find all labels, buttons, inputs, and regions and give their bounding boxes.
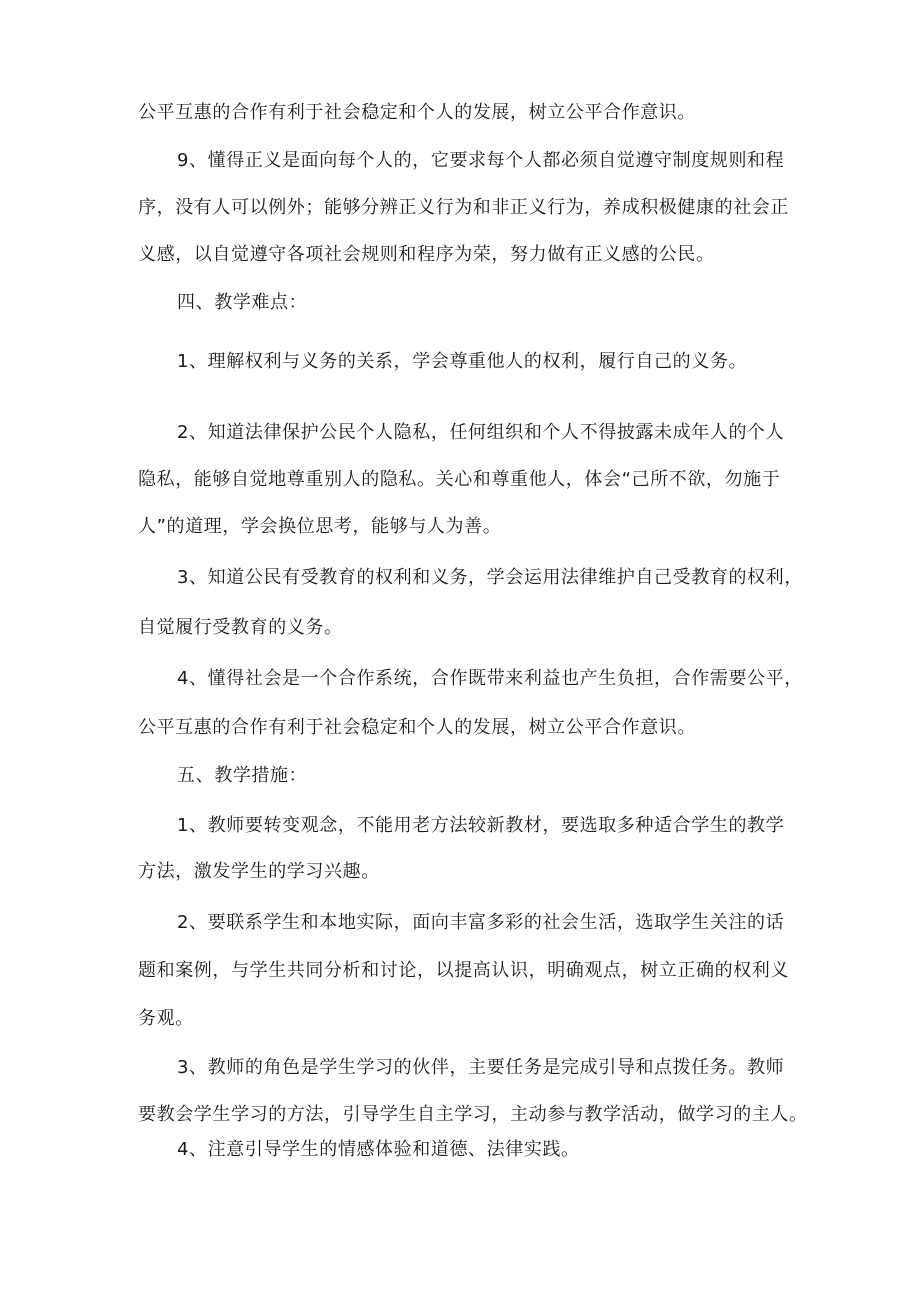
text-line: 1、理解权利与义务的关系，学会尊重他人的权利，履行自己的义务。 [177, 351, 748, 372]
text-line: 公平互惠的合作有利于社会稳定和个人的发展，树立公平合作意识。 [138, 717, 696, 738]
text-line: 3、知道公民有受教育的权利和义务，学会运用法律维护自己受教育的权利， [177, 567, 803, 588]
text-line: 义感，以自觉遵守各项社会规则和程序为荣，努力做有正义感的公民。 [138, 244, 715, 265]
text-line: 公平互惠的合作有利于社会稳定和个人的发展，树立公平合作意识。 [138, 102, 696, 123]
text-line: 要教会学生学习的方法，引导学生自主学习，主动参与教学活动，做学习的主人。 [138, 1104, 808, 1125]
text-line: 3、教师的角色是学生学习的伙伴，主要任务是完成引导和点拨任务。教师 [177, 1057, 785, 1078]
text-line: 9、懂得正义是面向每个人的，它要求每个人都必须自觉遵守制度规则和程 [177, 150, 785, 171]
text-line: 2、知道法律保护公民个人隐私，任何组织和个人不得披露未成年人的个人 [177, 422, 785, 443]
text-line: 4、懂得社会是一个合作系统，合作既带来利益也产生负担，合作需要公平， [177, 668, 803, 689]
text-line: 方法，激发学生的学习兴趣。 [138, 861, 380, 882]
text-line: 4、注意引导学生的情感体验和道德、法律实践。 [177, 1139, 580, 1160]
text-line: 1、教师要转变观念，不能用老方法较新教材，要选取多种适合学生的教学 [177, 815, 785, 836]
section-heading: 四、教学难点： [177, 292, 308, 313]
text-line: 序，没有人可以例外；能够分辨正义行为和非正义行为，养成积极健康的社会正 [138, 197, 789, 218]
section-heading: 五、教学措施： [177, 765, 308, 786]
text-line: 2、要联系学生和本地实际，面向丰富多彩的社会生活，选取学生关注的话 [177, 912, 785, 933]
text-line: 务观。 [138, 1008, 194, 1029]
text-line: 题和案例，与学生共同分析和讨论，以提高认识，明确观点，树立正确的权利义 [138, 960, 789, 981]
text-line: 隐私，能够自觉地尊重别人的隐私。关心和尊重他人，体会“己所不欲，勿施于 [138, 469, 781, 490]
text-line: 自觉履行受教育的义务。 [138, 617, 343, 638]
text-line: 人”的道理，学会换位思考，能够与人为善。 [138, 516, 502, 537]
